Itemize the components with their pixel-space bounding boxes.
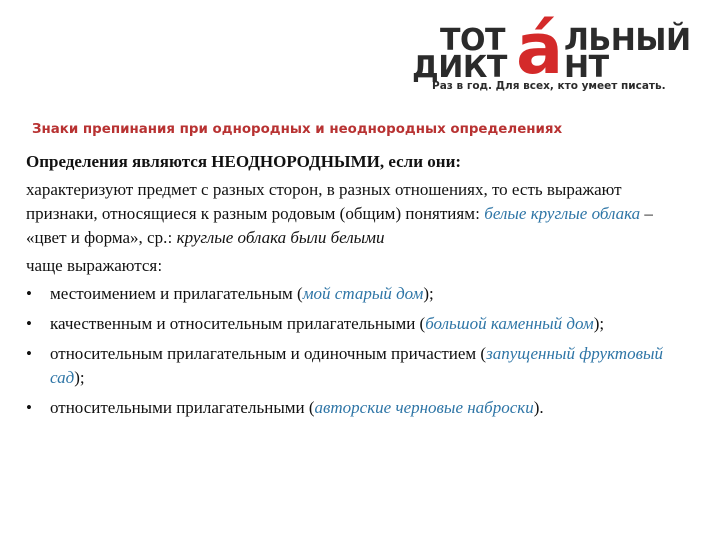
item-text: качественным и относительным прилагательными ( <box>50 314 426 333</box>
example-text: мой старый дом <box>302 284 424 303</box>
logo-word-part: ДИКТ <box>412 50 507 85</box>
slide-content <box>26 150 676 426</box>
example-text: белые круглые облака <box>484 204 641 223</box>
item-text: относительным прилагательным и одиночным причастием ( <box>50 344 487 363</box>
bullet-icon: • <box>26 398 32 417</box>
logo-word-part: НТ <box>564 50 609 85</box>
logo-word-part: ТОТ <box>440 23 505 58</box>
logo-tagline: Раз в год. Для всех, кто умеет писать. <box>432 80 666 92</box>
list-item <box>26 342 676 390</box>
paragraph-text: чаще выражаются <box>26 256 158 275</box>
bullet-icon: • <box>26 344 32 363</box>
lead-statement: Определения являются НЕОДНОРОДНЫМИ, если они: <box>26 152 462 171</box>
colon: : <box>474 205 481 223</box>
paragraph-text: – «цвет и форма», ср. <box>26 204 653 247</box>
item-text: относительными прилагательными ( <box>50 398 315 417</box>
list-item <box>26 312 676 336</box>
colon: : <box>167 229 173 247</box>
paragraph-text: характеризуют предмет с разных сторон, в разных отношениях, то есть выражают признаки, относящиеся к разным родовым (общим) понятиям <box>26 180 622 223</box>
logo-word-part: ЛЬНЫЙ <box>564 23 691 58</box>
list-item <box>26 396 676 420</box>
item-tail: ); <box>423 284 434 303</box>
example-text: большой каменный дом <box>425 314 594 333</box>
bullet-icon: • <box>26 284 32 303</box>
example-text: авторские черновые наброски <box>314 398 534 417</box>
item-tail: ); <box>593 314 605 333</box>
definition-paragraph <box>26 178 676 250</box>
slide-title: Знаки препинания при однородных и неоднородных определениях <box>32 122 563 137</box>
example-text: запущенный фруктовый сад <box>50 344 663 387</box>
item-text: местоимением и прилагательным ( <box>50 284 303 303</box>
totalny-diktant-logo <box>412 8 702 96</box>
expression-list <box>26 282 676 420</box>
colon: : <box>157 257 163 275</box>
example-text: круглые облака были белыми <box>176 228 385 247</box>
expression-paragraph <box>26 254 676 278</box>
logo-accent-letter: á <box>516 8 564 90</box>
item-tail: ). <box>533 398 544 417</box>
bullet-icon: • <box>26 314 32 333</box>
item-tail: ); <box>74 368 85 387</box>
list-item <box>26 282 676 306</box>
